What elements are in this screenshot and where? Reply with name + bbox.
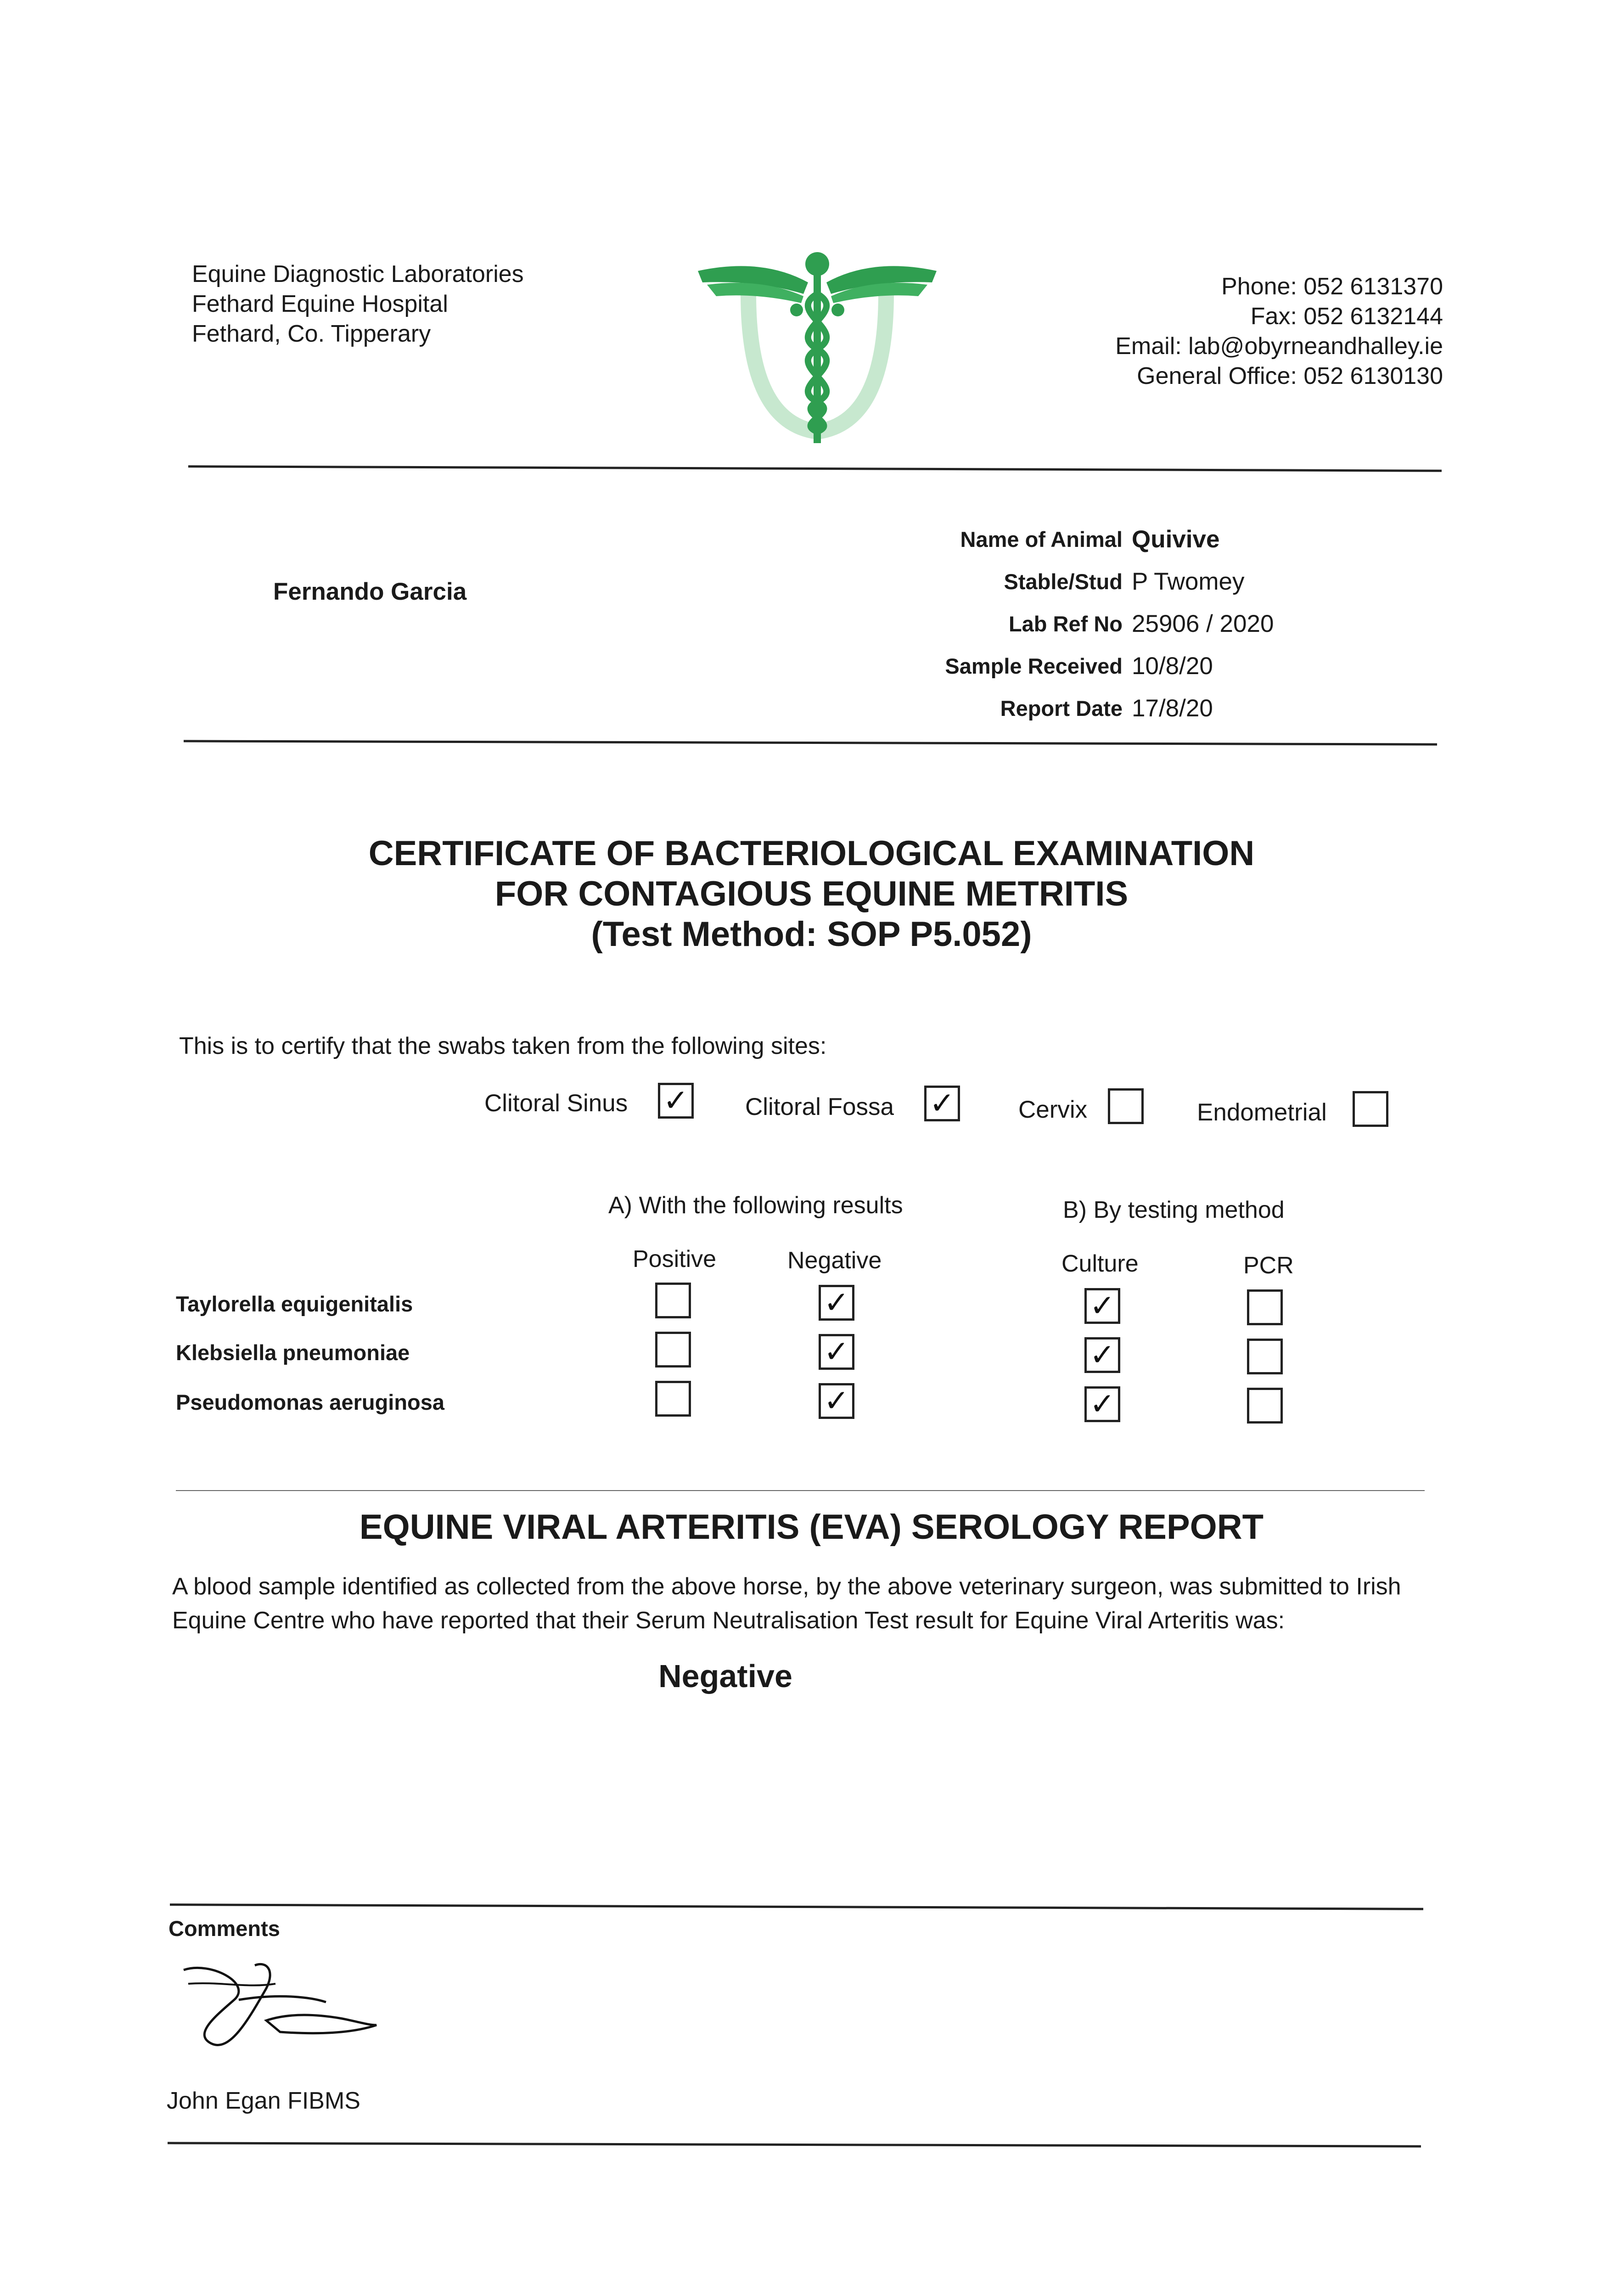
pcr-checkbox[interactable] [1247, 1388, 1283, 1424]
organism-name: Pseudomonas aeruginosa [176, 1390, 445, 1414]
divider [170, 1903, 1423, 1910]
negative-checkbox[interactable] [819, 1383, 854, 1419]
lab-address-line: Equine Diagnostic Laboratories [192, 261, 524, 287]
check-icon: ✓ [824, 1334, 849, 1369]
positive-checkbox[interactable] [655, 1381, 691, 1417]
check-icon: ✓ [824, 1285, 849, 1320]
positive-checkbox[interactable] [655, 1283, 691, 1318]
organism-name: Taylorella equigenitalis [176, 1292, 413, 1316]
site-checkbox[interactable] [658, 1083, 694, 1119]
check-icon: ✓ [1089, 1386, 1115, 1422]
negative-checkbox[interactable] [819, 1334, 854, 1370]
site-label: Clitoral Sinus [484, 1090, 628, 1117]
info-row [872, 687, 1274, 729]
lab-address-line: Fethard Equine Hospital [192, 291, 448, 317]
divider [188, 465, 1442, 472]
info-value: 17/8/20 [1132, 694, 1213, 722]
lab-address-line: Fethard, Co. Tipperary [192, 321, 431, 347]
title-line: CERTIFICATE OF BACTERIOLOGICAL EXAMINATION [368, 834, 1255, 873]
check-icon: ✓ [929, 1086, 955, 1121]
info-label: Report Date [1000, 696, 1123, 720]
phone-line: Phone: 052 6131370 [1221, 273, 1443, 300]
eva-result: Negative [658, 1658, 792, 1694]
eva-text: A blood sample identified as collected from the above horse, by the above veterinary surgeon, was submitted to Irish Equine Centre who have reported that their Serum Neutralisation Test result for Equine Viral Arteritis was: [172, 1573, 1401, 1634]
positive-checkbox[interactable] [655, 1332, 691, 1367]
divider [176, 1490, 1425, 1491]
certificate-title [0, 833, 1623, 955]
column-positive: Positive [633, 1246, 717, 1272]
column-culture: Culture [1061, 1250, 1139, 1277]
info-value: 25906 / 2020 [1132, 610, 1274, 637]
title-line: FOR CONTAGIOUS EQUINE METRITIS [494, 874, 1129, 913]
signatory-name: John Egan FIBMS [167, 2088, 360, 2114]
info-value: Quivive [1132, 525, 1220, 553]
pcr-checkbox[interactable] [1247, 1339, 1283, 1374]
culture-checkbox[interactable] [1084, 1386, 1120, 1422]
animal-info [872, 518, 1274, 729]
info-label: Stable/Stud [1004, 569, 1123, 594]
info-row [872, 518, 1274, 560]
office-line: General Office: 052 6130130 [1137, 363, 1443, 389]
info-label: Lab Ref No [1008, 611, 1123, 636]
site-label: Cervix [1018, 1096, 1088, 1123]
comments-label: Comments [168, 1916, 280, 1941]
check-icon: ✓ [1089, 1288, 1115, 1323]
divider [184, 740, 1437, 745]
check-icon: ✓ [663, 1083, 689, 1118]
organism-name: Klebsiella pneumoniae [176, 1340, 410, 1365]
divider [168, 2142, 1421, 2147]
title-line: (Test Method: SOP P5.052) [591, 915, 1032, 954]
column-negative: Negative [787, 1247, 882, 1274]
check-icon: ✓ [1089, 1337, 1115, 1373]
sites-intro: This is to certify that the swabs taken from the following sites: [179, 1033, 827, 1059]
info-label: Sample Received [945, 653, 1123, 678]
eva-title: EQUINE VIRAL ARTERITIS (EVA) SEROLOGY REPORT [359, 1508, 1264, 1547]
culture-checkbox[interactable] [1084, 1288, 1120, 1324]
column-pcr: PCR [1243, 1252, 1294, 1279]
caduceus-logo-icon [693, 239, 941, 450]
method-header: B) By testing method [1063, 1197, 1285, 1223]
check-icon: ✓ [824, 1383, 849, 1418]
lab-address [192, 259, 524, 349]
info-row [872, 560, 1274, 602]
email-line: Email: lab@obyrneandhalley.ie [1115, 333, 1443, 360]
info-value: P Twomey [1132, 568, 1245, 595]
vet-name: Fernando Garcia [273, 578, 467, 605]
fax-line: Fax: 052 6132144 [1250, 303, 1443, 330]
results-header: A) With the following results [608, 1192, 903, 1219]
site-label: Endometrial [1197, 1099, 1327, 1126]
lab-contact [1115, 272, 1443, 391]
site-checkbox[interactable] [924, 1086, 960, 1121]
info-value: 10/8/20 [1132, 652, 1213, 680]
site-label: Clitoral Fossa [745, 1093, 894, 1120]
info-row [872, 645, 1274, 687]
signature [174, 1956, 386, 2062]
site-checkbox[interactable] [1353, 1091, 1388, 1127]
site-checkbox[interactable] [1108, 1088, 1144, 1124]
negative-checkbox[interactable] [819, 1285, 854, 1321]
info-row [872, 602, 1274, 645]
pcr-checkbox[interactable] [1247, 1289, 1283, 1325]
info-label: Name of Animal [960, 527, 1123, 551]
culture-checkbox[interactable] [1084, 1337, 1120, 1373]
